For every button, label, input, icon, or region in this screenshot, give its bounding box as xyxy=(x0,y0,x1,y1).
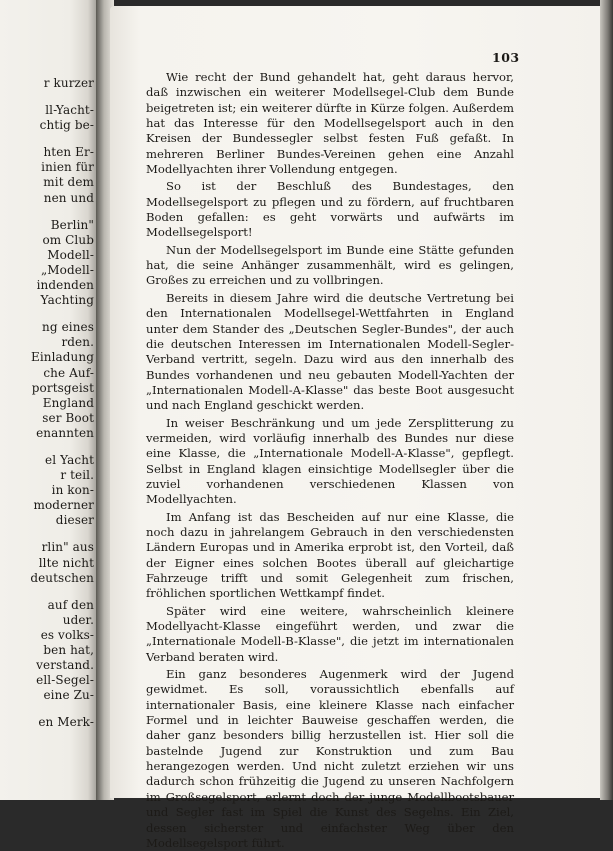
left-line: in kon- xyxy=(51,483,94,498)
left-line: om Club xyxy=(42,232,94,247)
left-line: ll-Yacht- xyxy=(45,103,94,118)
paragraph: Bereits in diesem Jahre wird die deutsche Vertretung bei den Internationalen Modellsegel-Wettfahrten in England unter dem Stander des „Deutschen Segler-Bundes", der auch die deutschen Interessen im Internationalen Modell-Segler-Verband vertritt, segeln. Dazu wird aus den innerhalb des Bundes vorhandenen und neu gebauten Modell-Yachten der „Internationalen Modell-A-Klasse" das beste Boot ausgesucht und nach England geschickt werden. xyxy=(146,290,514,413)
left-line: moderner xyxy=(33,498,94,513)
left-line: indenden xyxy=(36,278,94,293)
left-line: auf den xyxy=(47,597,94,612)
left-line: dieser xyxy=(55,513,94,528)
paragraph: In weiser Beschränkung und um jede Zersplitterung zu vermeiden, wird vorläufig innerhalb des Bundes nur diese eine Klasse, die „Internationale Modell-A-Klasse", gepflegt. Selbst in England klagen einsichtige Modellsegler über die zuviel vorhandenen verschiedenen Klassen von Modellyachten. xyxy=(146,415,514,507)
left-line-gap xyxy=(0,308,94,320)
left-line: „Modell- xyxy=(40,262,94,277)
left-line: hten Er- xyxy=(43,145,94,160)
left-line: uder. xyxy=(62,612,94,627)
left-line: ell-Segel- xyxy=(36,673,94,688)
body-text xyxy=(146,70,514,851)
left-line: Einladung xyxy=(30,350,94,365)
left-line: rlin" aus xyxy=(41,540,94,555)
page-number: 103 xyxy=(492,50,520,65)
left-line-gap xyxy=(0,586,94,598)
paragraph: So ist der Beschluß des Bundestages, den Modellsegelsport zu pflegen und zu fördern, auf fruchtbaren Boden gefallen: es geht vorwärts und aufwärts im Modellsegelsport! xyxy=(146,179,514,240)
left-line-gap xyxy=(0,206,94,218)
paragraph: Wie recht der Bund gehandelt hat, geht daraus hervor, daß inzwischen ein weiterer Modellsegel-Club dem Bunde beigetreten ist; ein weiterer dürfte in Kürze folgen. Außerdem hat das Interesse für den Modellsegelsport auch in den Kreisen der Bundessegler selbst festen Fuß gefaßt. In mehreren Berliner Bundes-Vereinen gehen eine Anzahl Modellyachten ihrer Vollendung entgegen. xyxy=(146,70,514,177)
left-page-text xyxy=(0,76,94,730)
left-line: Berlin" xyxy=(50,217,94,232)
left-line: chtig be- xyxy=(39,118,94,133)
left-line: portsgeist xyxy=(31,380,94,395)
left-line: mit dem xyxy=(43,175,94,190)
left-line: eine Zu- xyxy=(43,688,94,703)
left-line: llte nicht xyxy=(38,555,94,570)
left-line: verstand. xyxy=(36,658,94,673)
left-line: r teil. xyxy=(60,468,94,483)
left-line: inien für xyxy=(41,160,94,175)
paragraph: Nun der Modellsegelsport im Bunde eine Stätte gefunden hat, die seine Anhänger zusammenhält, wird es gelingen, Großes zu erreichen und zu vollbringen. xyxy=(146,242,514,288)
left-line: ser Boot xyxy=(42,410,94,425)
left-line: England xyxy=(42,395,94,410)
left-line: Modell- xyxy=(47,247,94,262)
left-line: ng eines xyxy=(42,320,94,335)
left-line: r kurzer xyxy=(43,76,94,90)
left-line: ben hat, xyxy=(43,643,94,657)
left-line: deutschen xyxy=(30,570,94,585)
left-line-gap xyxy=(0,528,94,540)
left-line-gap xyxy=(0,91,94,103)
left-line: rden. xyxy=(61,335,94,350)
left-line: en Merk- xyxy=(38,715,94,730)
left-line-gap xyxy=(0,703,94,715)
left-line: el Yacht xyxy=(45,452,94,467)
left-line: es volks- xyxy=(40,627,94,642)
left-line: Yachting xyxy=(40,293,94,308)
left-line: nen und xyxy=(43,190,94,205)
paragraph: Im Anfang ist das Bescheiden auf nur eine Klasse, die noch dazu in jahrelangem Gebrauch in den verschiedensten Ländern Europas und in Amerika erprobt ist, den Vorteil, daß der Eigner eines solchen Bootes überall auf gleichartige Fahrzeuge trifft und somit Gelegenheit zum frischen, fröhlichen sportlichen Wettkampf findet. xyxy=(146,509,514,601)
left-line-gap xyxy=(0,441,94,453)
left-line: che Auf- xyxy=(43,365,94,380)
left-page xyxy=(0,0,100,800)
left-line: enannten xyxy=(36,425,94,440)
left-line-gap xyxy=(0,133,94,145)
paragraph: Ein ganz besonderes Augenmerk wird der Jugend gewidmet. Es soll, voraussichtlich ebenfalls auf internationaler Basis, eine kleinere Klasse nach einfacher Formel und in leichter Bauweise geschaffen werden, die daher ganz besonders billig herzustellen ist. Hier soll die bastelnde Jugend zur Konstruktion und zum Bau herangezogen werden. Und nicht zuletzt erziehen wir uns dadurch schon frühzeitig die Jugend zu unseren Nachfolgern im Großsegelsport, erlernt doch der junge Modellbootsbauer und Segler fast im Spiel die Kunst des Segelns. Ein Ziel, dessen sicherster und einfachster Weg über den Modellsegelsport führt. xyxy=(146,667,514,850)
page-edge-shadow xyxy=(600,0,613,800)
paragraph: Später wird eine weitere, wahrscheinlich kleinere Modellyacht-Klasse eingeführt werden, und zwar die „Internationale Modell-B-Klasse", die jetzt im internationalen Verband beraten wird. xyxy=(146,603,514,664)
